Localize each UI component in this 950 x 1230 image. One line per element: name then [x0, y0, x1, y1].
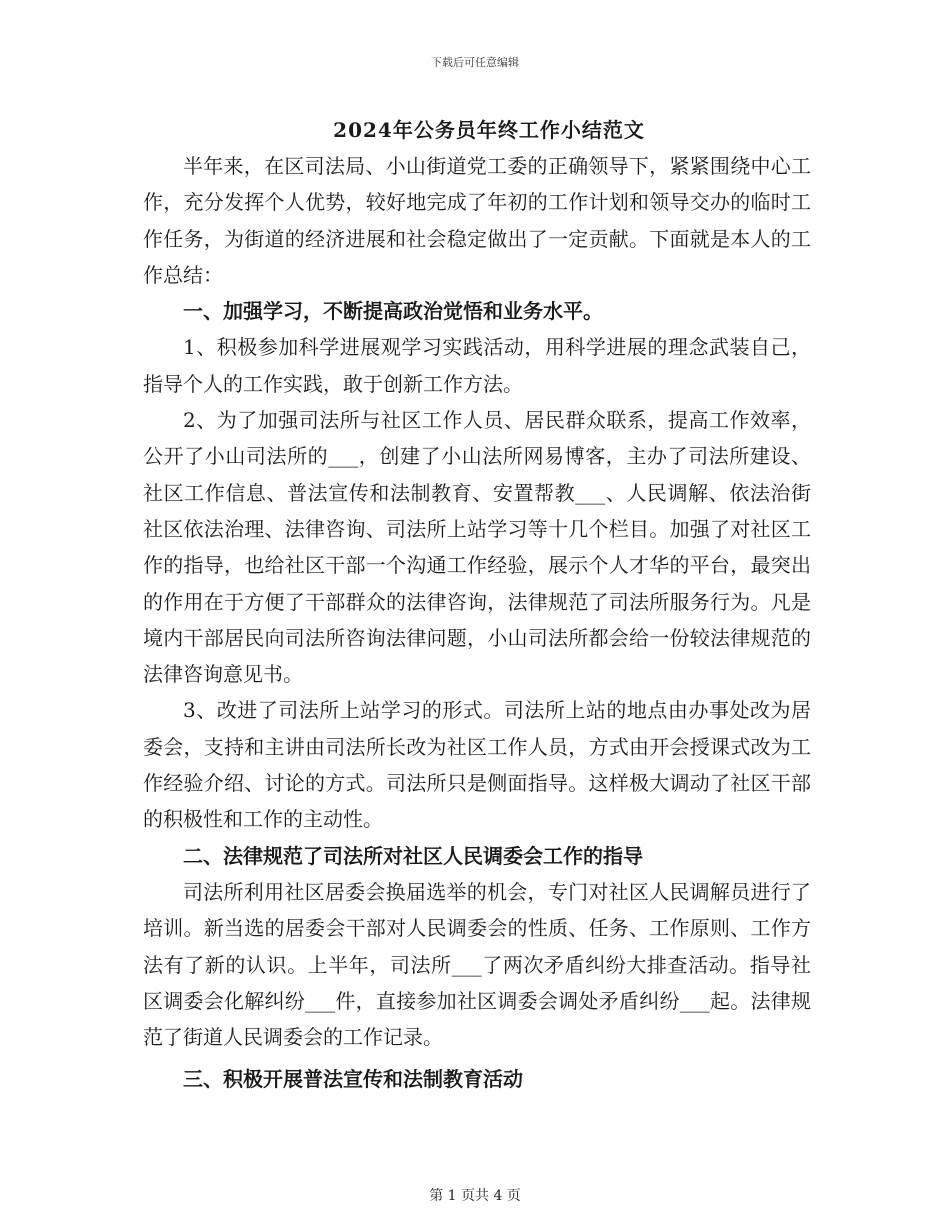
section-1-paragraph-2: 2、为了加强司法所与社区工作人员、居民群众联系，提高工作效率，公开了小山司法所的___，创建了小山法所网易博客，主办了司法所建设、社区工作信息、普法宣传和法制教育、安置帮教___、人民调解、依法治街社区依法治理、法律咨询、司法所上站学习等十几个栏目。加强了对社区工作的指导，也给社区干部一个沟通工作经验，展示个人才华的平台，最突出的作用在于方便了干部群众的法律咨询，法律规范了司法所服务行为。凡是境内干部居民向司法所咨询法律问题，小山司法所都会给一份较法律规范的法律咨询意见书。	[143, 408, 811, 687]
document-title: 2024年公务员年终工作小结范文	[333, 118, 645, 142]
intro-paragraph: 半年来，在区司法局、小山街道党工委的正确领导下，紧紧围绕中心工作，充分发挥个人优势，较好地完成了年初的工作计划和领导交办的临时工作任务，为街道的经济进展和社会稳定做出了一定贡献。下面就是本人的工作总结：	[143, 154, 811, 287]
document-body	[143, 112, 811, 1098]
section-2-heading: 二、法律规范了司法所对社区人民调委会工作的指导	[183, 843, 643, 868]
page-header-note: 下载后可任意编辑	[431, 56, 519, 69]
section-1-heading: 一、加强学习，不断提高政治觉悟和业务水平。	[183, 299, 603, 324]
section-2-paragraph-1: 司法所利用社区居委会换届选举的机会，专门对社区人民调解员进行了培训。新当选的居委会干部对人民调委会的性质、任务、工作原则、工作方法有了新的认识。上半年，司法所___了两次矛盾纠纷大排查活动。指导社区调委会化解纠纷___件，直接参加社区调委会调处矛盾纠纷___起。法律规范了街道人民调委会的工作记录。	[143, 879, 811, 1050]
section-3-heading: 三、积极开展普法宣传和法制教育活动	[183, 1067, 523, 1092]
page-number-footer: 第 1 页共 4 页	[429, 1188, 521, 1204]
section-1-paragraph-1: 1、积极参加科学进展观学习实践活动，用科学进展的理念武装自己，指导个人的工作实践，敢于创新工作方法。	[143, 335, 811, 396]
section-1-paragraph-3: 3、改进了司法所上站学习的形式。司法所上站的地点由办事处改为居委会，支持和主讲由司法所长改为社区工作人员，方式由开会授课式改为工作经验介绍、讨论的方式。司法所只是侧面指导。这样极大调动了社区干部的积极性和工作的主动性。	[143, 698, 811, 832]
